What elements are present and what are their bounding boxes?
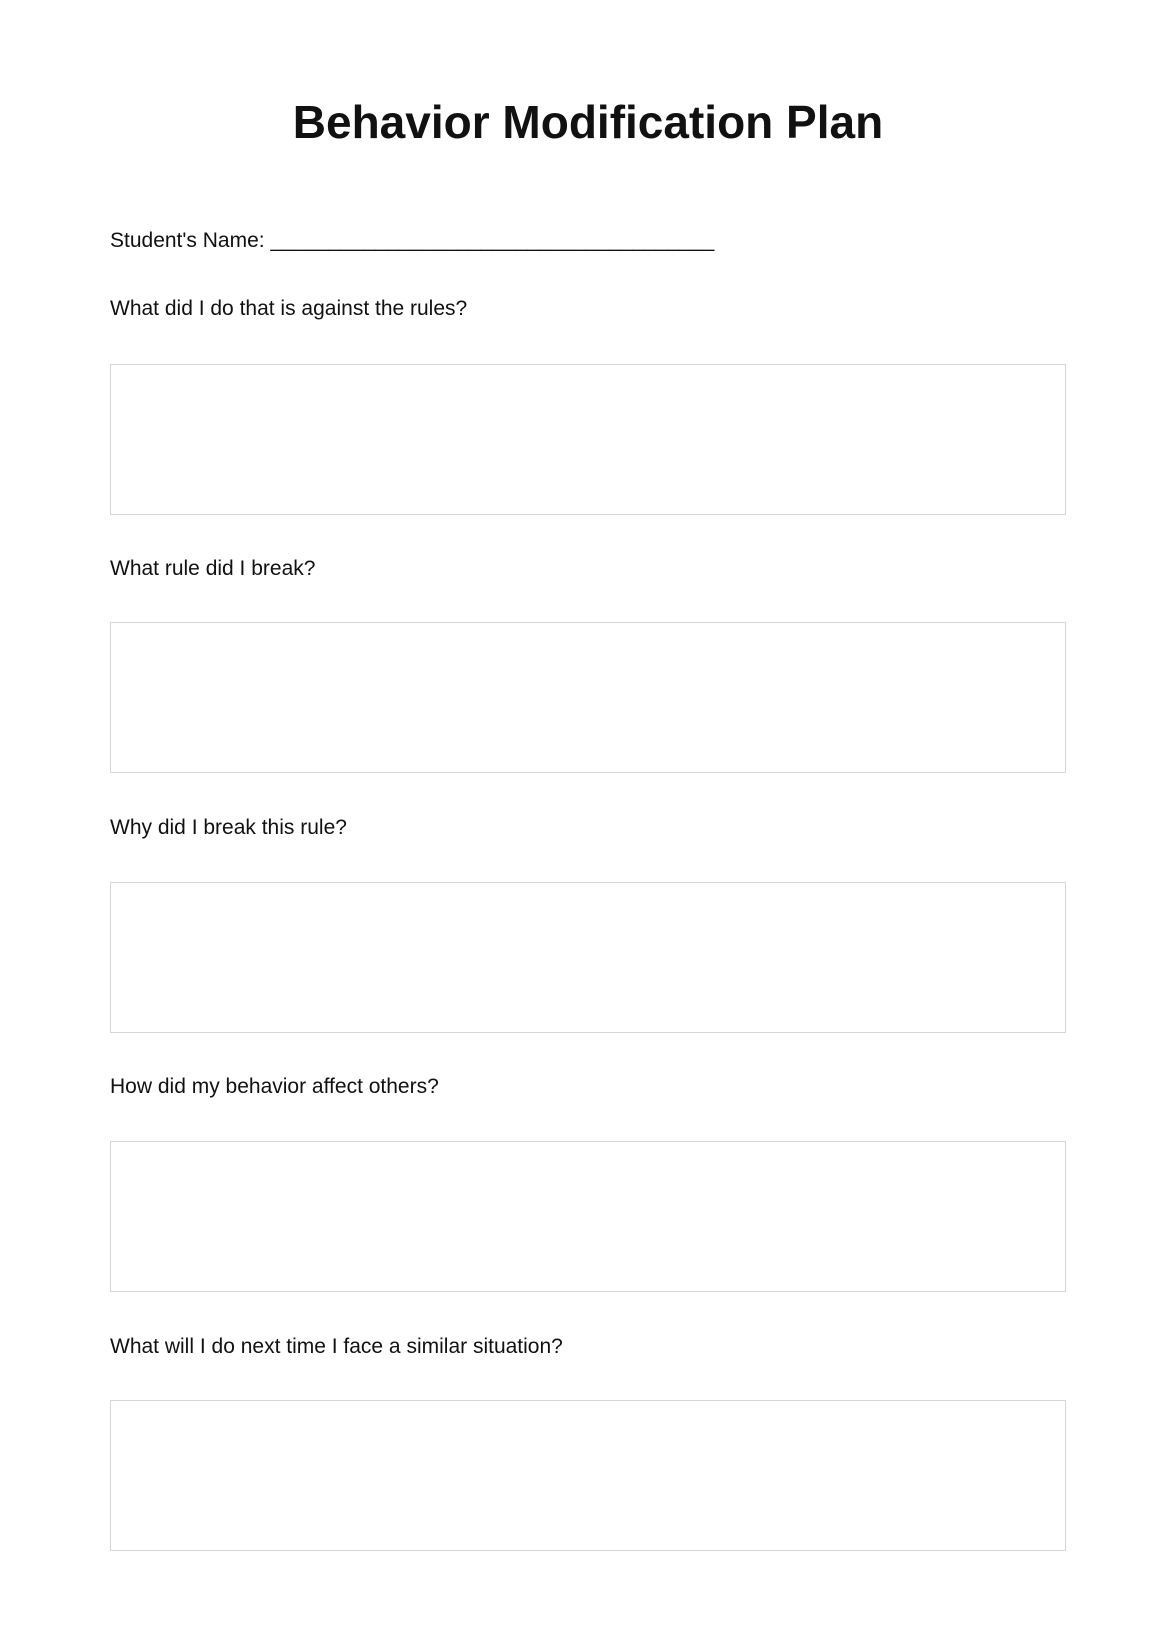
answer-box-5[interactable]: [110, 1400, 1066, 1551]
answer-box-4[interactable]: [110, 1141, 1066, 1292]
student-name-blank[interactable]: ______________________________________: [270, 229, 715, 252]
student-name-label: Student's Name:: [110, 229, 265, 252]
question-3-label: Why did I break this rule?: [110, 816, 347, 839]
question-2-label: What rule did I break?: [110, 557, 316, 580]
question-1-label: What did I do that is against the rules?: [110, 297, 468, 320]
answer-box-1[interactable]: [110, 364, 1066, 515]
question-4-label: How did my behavior affect others?: [110, 1075, 439, 1098]
page-title: Behavior Modification Plan: [292, 96, 884, 148]
answer-box-2[interactable]: [110, 622, 1066, 773]
answer-box-3[interactable]: [110, 882, 1066, 1033]
question-5-label: What will I do next time I face a similar situation?: [110, 1335, 563, 1358]
student-name-field[interactable]: [110, 228, 714, 254]
